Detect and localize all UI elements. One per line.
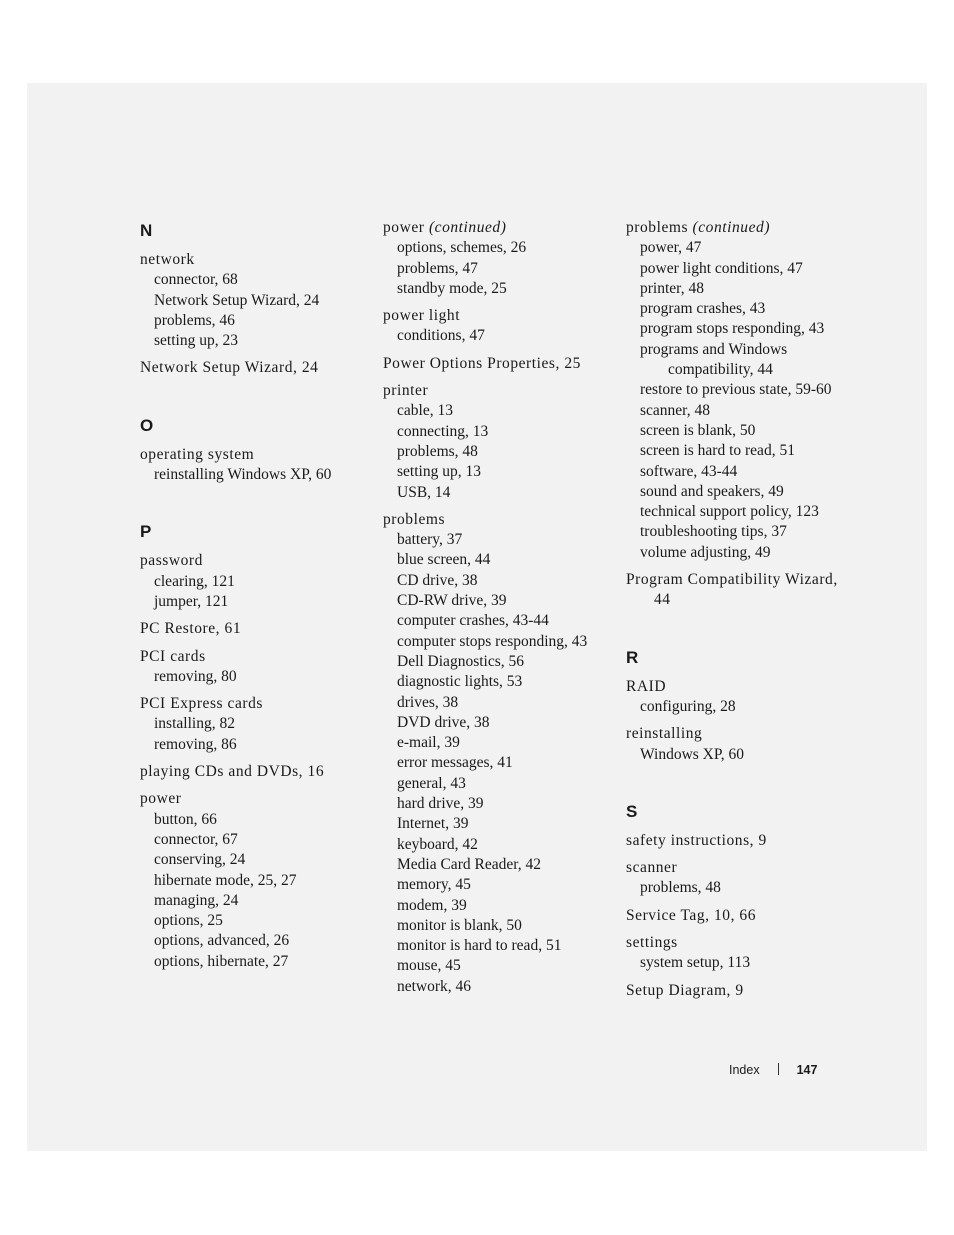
subentry: configuring, 28 bbox=[640, 697, 736, 715]
index-entry-setup-diagram bbox=[626, 981, 866, 1001]
entry-heading: operating system bbox=[140, 445, 255, 463]
subentry: cable, 13 bbox=[397, 402, 453, 420]
subentry: Windows XP, 60 bbox=[640, 745, 745, 763]
index-entry-raid bbox=[626, 677, 866, 718]
subentry: clearing, 121 bbox=[154, 572, 235, 590]
entry-heading: Program Compatibility Wizard, 44 bbox=[626, 571, 838, 609]
subentry: CD-RW drive, 39 bbox=[397, 592, 507, 610]
subentry: options, advanced, 26 bbox=[154, 932, 290, 950]
page-footer bbox=[729, 1061, 817, 1079]
entry-heading: printer bbox=[383, 382, 429, 400]
subentry: power, 47 bbox=[640, 239, 702, 257]
entry-heading-text: problems bbox=[626, 219, 689, 236]
entry-heading: PCI Express cards bbox=[140, 695, 263, 713]
page-number: 147 bbox=[796, 1063, 818, 1077]
section-letter-s: S bbox=[626, 801, 638, 821]
subentry: programs and Windows compatibility, 44 bbox=[640, 340, 788, 379]
index-entry-power-light bbox=[383, 306, 618, 347]
subentry: memory, 45 bbox=[397, 876, 471, 894]
index-entry-reinstalling bbox=[626, 724, 866, 765]
subentry: monitor is hard to read, 51 bbox=[397, 937, 562, 955]
index-entry-pci-cards bbox=[140, 647, 375, 688]
index-entry-operating-system bbox=[140, 445, 375, 486]
subentry: mouse, 45 bbox=[397, 957, 461, 975]
index-column-1 bbox=[140, 218, 375, 979]
index-entry-problems-continued bbox=[626, 218, 866, 563]
section-letter-p: P bbox=[140, 522, 152, 542]
subentry: Internet, 39 bbox=[397, 815, 469, 833]
continued-label: (continued) bbox=[692, 219, 771, 236]
subentry: computer stops responding, 43 bbox=[397, 632, 588, 650]
subentry: power light conditions, 47 bbox=[640, 259, 803, 277]
subentry: problems, 47 bbox=[397, 259, 478, 277]
index-entry-safety-instructions bbox=[626, 831, 866, 851]
subentry: screen is blank, 50 bbox=[640, 421, 756, 439]
index-entry-settings bbox=[626, 933, 866, 974]
entry-heading: settings bbox=[626, 934, 678, 952]
subentry: technical support policy, 123 bbox=[640, 503, 819, 521]
subentry: Dell Diagnostics, 56 bbox=[397, 652, 524, 670]
section-letter-o: O bbox=[140, 415, 154, 435]
entry-heading: playing CDs and DVDs, 16 bbox=[140, 763, 325, 781]
subentry: software, 43-44 bbox=[640, 462, 738, 480]
continued-label: (continued) bbox=[428, 219, 507, 236]
subentry: options, hibernate, 27 bbox=[154, 952, 289, 970]
subentry: setting up, 23 bbox=[154, 332, 238, 350]
subentry: reinstalling Windows XP, 60 bbox=[154, 466, 332, 484]
subentry: troubleshooting tips, 37 bbox=[640, 523, 787, 541]
entry-heading: PCI cards bbox=[140, 647, 206, 665]
subentry: hibernate mode, 25, 27 bbox=[154, 871, 297, 889]
entry-heading: RAID bbox=[626, 677, 667, 695]
subentry: jumper, 121 bbox=[154, 592, 229, 610]
subentry: restore to previous state, 59-60 bbox=[640, 381, 832, 399]
subentry: Network Setup Wizard, 24 bbox=[154, 291, 320, 309]
entry-heading: problems bbox=[383, 510, 446, 528]
section-letter-r: R bbox=[626, 647, 639, 667]
subentry: network, 46 bbox=[397, 977, 472, 995]
subentry: screen is hard to read, 51 bbox=[640, 442, 795, 460]
index-entry-printer bbox=[383, 381, 618, 503]
index-entry-scanner bbox=[626, 858, 866, 899]
subentry: CD drive, 38 bbox=[397, 571, 478, 589]
subentry: drives, 38 bbox=[397, 693, 459, 711]
subentry: computer crashes, 43-44 bbox=[397, 612, 549, 630]
footer-section-label: Index bbox=[729, 1063, 760, 1077]
subentry: problems, 48 bbox=[640, 879, 721, 897]
subentry: installing, 82 bbox=[154, 715, 235, 733]
entry-heading: Setup Diagram, 9 bbox=[626, 981, 744, 999]
subentry: sound and speakers, 49 bbox=[640, 482, 784, 500]
subentry: system setup, 113 bbox=[640, 954, 751, 972]
subentry: options, schemes, 26 bbox=[397, 239, 527, 257]
subentry: conditions, 47 bbox=[397, 327, 485, 345]
subentry: general, 43 bbox=[397, 774, 466, 792]
entry-heading bbox=[626, 218, 866, 238]
subentry: e-mail, 39 bbox=[397, 734, 460, 752]
subentry: error messages, 41 bbox=[397, 754, 513, 772]
subentry: scanner, 48 bbox=[640, 401, 710, 419]
entry-heading: power bbox=[140, 790, 182, 808]
index-entry-pci-express-cards bbox=[140, 694, 375, 755]
footer-divider bbox=[778, 1063, 779, 1075]
subentry: battery, 37 bbox=[397, 531, 463, 549]
entry-heading: reinstalling bbox=[626, 725, 703, 743]
subentry: program stops responding, 43 bbox=[640, 320, 825, 338]
subentry: program crashes, 43 bbox=[640, 300, 766, 318]
subentry: Media Card Reader, 42 bbox=[397, 855, 541, 873]
entry-heading: Service Tag, 10, 66 bbox=[626, 906, 757, 924]
subentry: monitor is blank, 50 bbox=[397, 916, 522, 934]
subentry: blue screen, 44 bbox=[397, 551, 491, 569]
subentry: setting up, 13 bbox=[397, 463, 481, 481]
entry-heading: PC Restore, 61 bbox=[140, 620, 242, 638]
subentry: problems, 48 bbox=[397, 442, 478, 460]
index-entry-network bbox=[140, 250, 375, 351]
subentry: connector, 67 bbox=[154, 830, 238, 848]
index-entry-power-continued bbox=[383, 218, 618, 299]
subentry: removing, 86 bbox=[154, 735, 237, 753]
subentry: connecting, 13 bbox=[397, 422, 489, 440]
subentry: button, 66 bbox=[154, 810, 217, 828]
index-column-3 bbox=[626, 218, 866, 1008]
index-entry-playing-cds bbox=[140, 762, 375, 782]
entry-heading: safety instructions, 9 bbox=[626, 831, 767, 849]
subentry: standby mode, 25 bbox=[397, 279, 507, 297]
subentry: volume adjusting, 49 bbox=[640, 543, 771, 561]
subentry: hard drive, 39 bbox=[397, 795, 484, 813]
entry-heading: Network Setup Wizard, 24 bbox=[140, 359, 319, 377]
index-entry-pc-restore bbox=[140, 619, 375, 639]
subentry: managing, 24 bbox=[154, 891, 239, 909]
subentry: options, 25 bbox=[154, 912, 223, 930]
section-letter-n: N bbox=[140, 221, 153, 240]
entry-heading: network bbox=[140, 251, 195, 268]
entry-heading: scanner bbox=[626, 859, 678, 877]
index-entry-network-setup-wizard bbox=[140, 358, 375, 378]
subentry: removing, 80 bbox=[154, 667, 237, 685]
entry-heading: password bbox=[140, 552, 203, 570]
index-entry-problems bbox=[383, 510, 618, 997]
subentry: modem, 39 bbox=[397, 896, 467, 914]
index-entry-password bbox=[140, 551, 375, 612]
index-entry-power-options bbox=[383, 354, 618, 374]
index-entry-service-tag bbox=[626, 906, 866, 926]
index-entry-program-compatibility bbox=[626, 570, 866, 611]
index-entry-power bbox=[140, 789, 375, 972]
subentry: problems, 46 bbox=[154, 311, 235, 329]
entry-heading-text: power bbox=[383, 219, 425, 236]
subentry: conserving, 24 bbox=[154, 851, 246, 869]
subentry: printer, 48 bbox=[640, 279, 704, 297]
entry-heading: power light bbox=[383, 307, 461, 325]
index-column-2 bbox=[383, 218, 618, 1004]
subentry: USB, 14 bbox=[397, 483, 451, 501]
subentry: DVD drive, 38 bbox=[397, 713, 490, 731]
subentry: diagnostic lights, 53 bbox=[397, 673, 523, 691]
subentry: keyboard, 42 bbox=[397, 835, 478, 853]
subentry: connector, 68 bbox=[154, 271, 238, 289]
entry-heading bbox=[383, 218, 618, 238]
entry-heading: Power Options Properties, 25 bbox=[383, 354, 581, 372]
